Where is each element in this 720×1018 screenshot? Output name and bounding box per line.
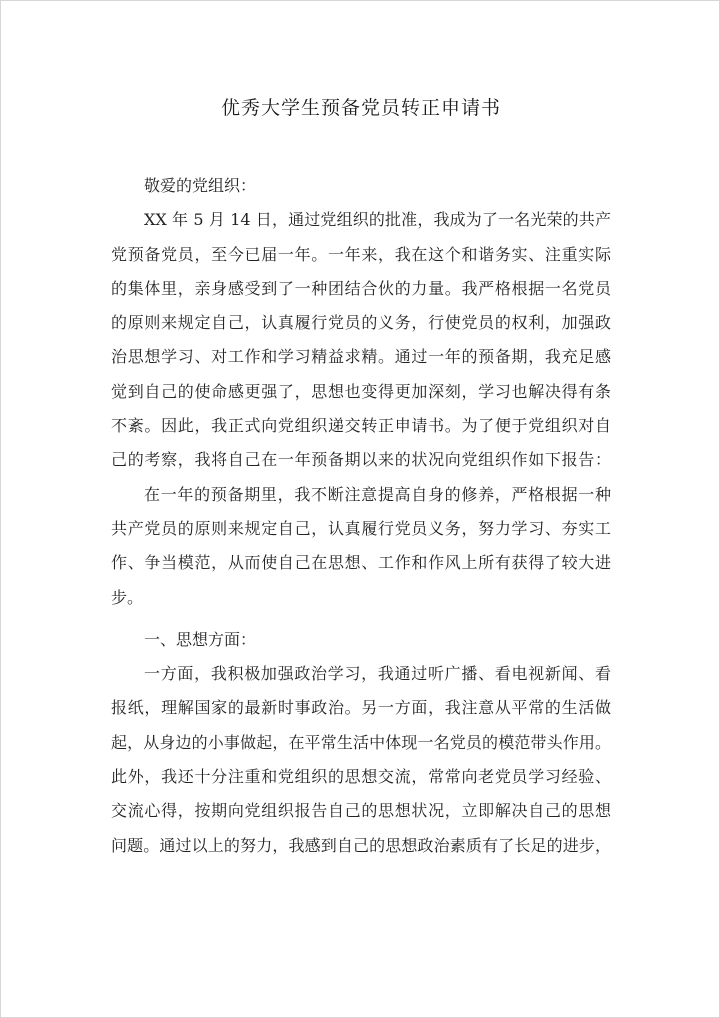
paragraph-1-line: 的集体里，亲身感受到了一种团结合伙的力量。我严格根据一名党员 [111,278,611,298]
paragraph-2-line: 作、争当模范，从而使自己在思想、工作和作风上所有获得了较大进 [111,553,611,573]
paragraph-1-line: 的原则来规定自己，认真履行党员的义务，行使党员的权利，加强政 [111,313,611,333]
paragraph-2-line: 步。 [111,587,144,607]
document-title: 优秀大学生预备党员转正申请书 [220,97,501,119]
paragraph-1-line: 不紊。因此，我正式向党组织递交转正申请书。为了便于党组织对自 [111,416,611,436]
paragraph-3-line: 此外，我还十分注重和党组织的思想交流，常常向老党员学习经验、 [111,767,611,787]
spacer [111,615,611,623]
paragraph-2-line: 在一年的预备期里，我不断注意提高自身的修养，严格根据一种 [144,484,611,504]
paragraph-3-line: 起，从身边的小事做起，在平常生活中体现一名党员的模范带头作用。 [111,732,611,752]
document-body [111,169,611,863]
paragraph-3-line: 报纸，理解国家的最新时事政治。另一方面，我注意从平常的生活做 [111,698,611,718]
paragraph-1-line: 己的考察，我将自己在一年预备期以来的状况向党组织作如下报告： [111,450,611,470]
paragraph-3-line: 问题。通过以上的努力，我感到自己的思想政治素质有了长足的进步， [111,835,611,855]
paragraph-1-line: 觉到自己的使命感更强了，思想也变得更加深刻，学习也解决得有条 [111,381,611,401]
paragraph-2-line: 共产党员的原则来规定自己，认真履行党员义务，努力学习、夯实工 [111,518,611,538]
salutation: 敬爱的党组织： [144,176,257,195]
section-heading-thought: 一、思想方面： [144,629,257,649]
paragraph-3-line: 交流心得，按期向党组织报告自己的思想状况，立即解决自己的思想 [111,801,611,821]
paragraph-3-line: 一方面，我积极加强政治学习，我通过听广播、看电视新闻、看 [144,664,611,684]
paragraph-1-line: 党预备党员，至今已届一年。一年来，我在这个和谐务实、注重实际 [111,244,611,264]
paragraph-1-line: XX 年 5 月 14 日，通过党组织的批准，我成为了一名光荣的共产 [144,210,611,230]
paragraph-1-line: 治思想学习、对工作和学习精益求精。通过一年的预备期，我充足感 [111,347,611,367]
